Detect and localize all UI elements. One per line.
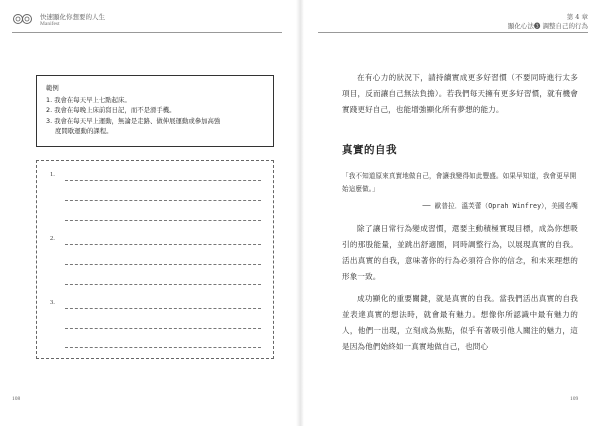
book-title: 快速顯化你想要的人生 [40,13,105,21]
quote-line: 早知道，我會更早開始這麼做。」 [342,172,577,193]
writing-line[interactable] [65,328,261,329]
worksheet-number: 3. [50,299,55,306]
page-number-right: 109 [570,396,579,402]
page-number-left: 108 [12,396,21,402]
right-page-body [342,70,578,355]
page-gutter [296,0,304,426]
text-line: 最有魅力的人，他們一出現，立刻成為焦點，似乎有著吸引他 [342,310,578,335]
worksheet-number: 2. [50,235,55,242]
writing-line[interactable] [65,284,261,285]
text-line: 你想吸引的那股能量，並跳出舒適圈，同時調整行為，以展現 [342,224,578,249]
body-paragraph [342,291,578,355]
worksheet-number: 1. [50,171,55,178]
header-rule [12,32,282,33]
example-item: 1. 我會在每天早上七點起床。 [46,95,131,104]
intro-paragraph [342,70,578,118]
text-line: 念，和未來理想的形象一致。 [342,256,578,281]
text-line: 除了讓日常行為變成習慣，還要主動積極實現目標，成為 [357,224,555,233]
book-subtitle: Manifest [40,21,60,27]
right-running-header [318,10,588,38]
text-line: 行太多項目，反而讓自己無法負擔）。若我們每天擁有更多好 [342,73,578,98]
writing-line[interactable] [65,220,261,221]
quote-attribution: ── 歐普拉．溫芙蕾（Oprah Winfrey），美國名嘴 [422,202,578,210]
example-box [36,75,274,147]
example-item: 3. 我會在每天早上運動，無論是走路、做伸展運動或參加高強 [46,116,221,125]
section-heading: 真實的自我 [342,144,397,156]
writing-line[interactable] [65,200,261,201]
quote-block [342,170,578,196]
left-running-header [12,10,282,38]
example-item: 2. 我會在每晚上床前寫日記，而不是滑手機。 [46,106,176,114]
section-label: 顯化心法❸ 調整自己的行為 [507,22,588,30]
text-line: 人關注的魅力，這是因為他們始終如一真實地做自己，也問心 [342,326,578,351]
writing-line[interactable] [65,347,261,348]
text-line: 習慣，就有機會實踐更好自己，也能增強顯化所有夢想的能力。 [342,89,578,114]
worksheet-box [36,160,274,359]
writing-line[interactable] [65,244,261,245]
writing-line[interactable] [65,180,261,181]
chapter-label: 第 4 章 [566,13,588,21]
book-logo-icon [12,13,34,25]
text-line: 真實的自我。活出真實的自我，意味著你的行為必須符合你的信 [342,240,578,265]
body-paragraph [342,221,578,285]
writing-line[interactable] [65,308,261,309]
writing-line[interactable] [65,264,261,265]
text-line: 的自我並表達真實的想法時，就會最有魅力。想像你所認識中 [342,294,578,319]
example-item-continued: 度間歇運動的課程。 [55,127,113,135]
example-title: 範例 [46,84,59,92]
text-line: 在有心力的狀況下，請持續實成更多好習慣（不要同時進 [357,73,555,82]
text-line: 成功顯化的重要關鍵，就是真實的自我。當我們活出真實 [357,294,555,303]
quote-line: 「我不知道原來真實地做自己，會讓我變得如此豐盛。如果 [342,172,517,180]
header-rule [318,32,588,33]
